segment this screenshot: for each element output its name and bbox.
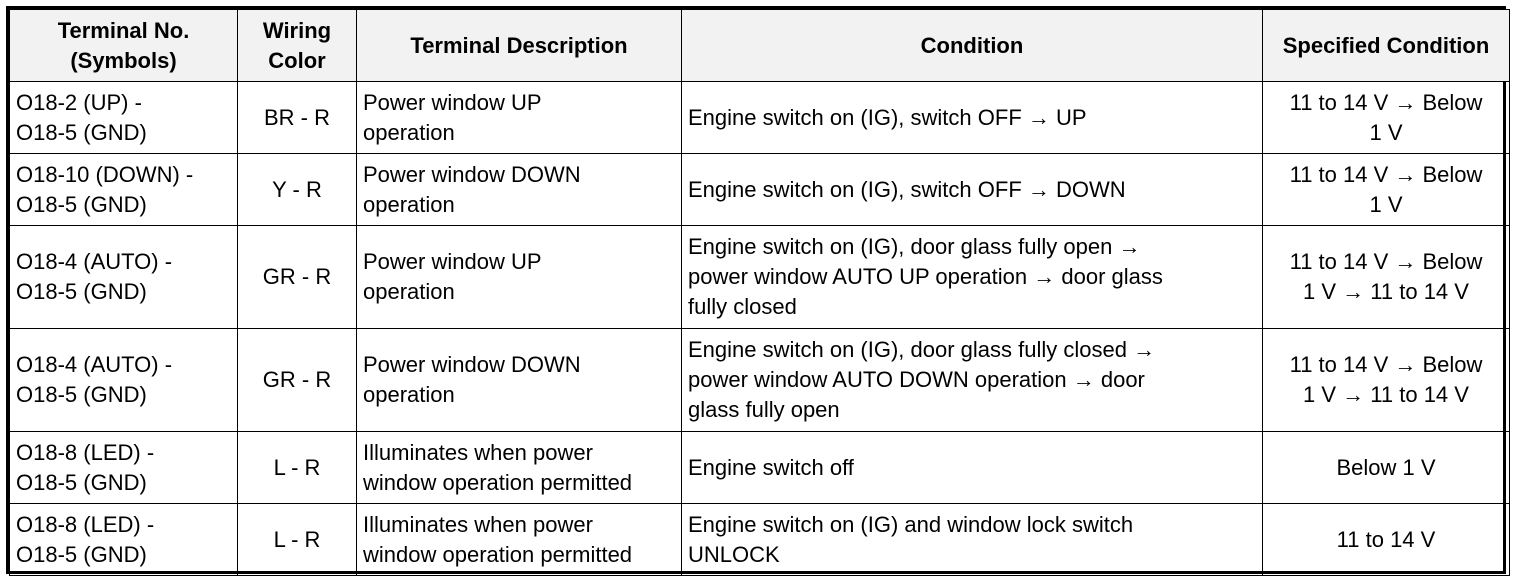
table-row bbox=[10, 504, 1510, 576]
condition-cell: Engine switch on (IG), door glass fully closed → power window AUTO DOWN operation → door glass fully open bbox=[682, 329, 1263, 432]
description-cell: Power window UP operation bbox=[357, 226, 682, 329]
wiring-color-cell: L - R bbox=[238, 432, 357, 504]
wiring-color-cell: GR - R bbox=[238, 226, 357, 329]
description-cell: Power window DOWN operation bbox=[357, 154, 682, 226]
terminal-spec-table bbox=[9, 9, 1510, 576]
terminal-cell: O18-4 (AUTO) - O18-5 (GND) bbox=[10, 226, 238, 329]
table-row bbox=[10, 226, 1510, 329]
condition-cell: Engine switch on (IG), switch OFF → UP bbox=[682, 82, 1263, 154]
header-wiring-color: Wiring Color bbox=[238, 10, 357, 82]
header-terminal-description: Terminal Description bbox=[357, 10, 682, 82]
table-row bbox=[10, 329, 1510, 432]
terminal-cell: O18-2 (UP) - O18-5 (GND) bbox=[10, 82, 238, 154]
condition-cell: Engine switch on (IG) and window lock switch UNLOCK bbox=[682, 504, 1263, 576]
condition-cell: Engine switch on (IG), switch OFF → DOWN bbox=[682, 154, 1263, 226]
specified-condition-cell: 11 to 14 V → Below 1 V bbox=[1263, 154, 1510, 226]
header-specified-condition: Specified Condition bbox=[1263, 10, 1510, 82]
wiring-color-cell: GR - R bbox=[238, 329, 357, 432]
terminal-cell: O18-10 (DOWN) - O18-5 (GND) bbox=[10, 154, 238, 226]
wiring-color-cell: BR - R bbox=[238, 82, 357, 154]
condition-cell: Engine switch off bbox=[682, 432, 1263, 504]
header-terminal-no: Terminal No. (Symbols) bbox=[10, 10, 238, 82]
terminal-cell: O18-8 (LED) - O18-5 (GND) bbox=[10, 432, 238, 504]
header-condition: Condition bbox=[682, 10, 1263, 82]
table-row bbox=[10, 154, 1510, 226]
condition-cell: Engine switch on (IG), door glass fully open → power window AUTO UP operation → door glass fully closed bbox=[682, 226, 1263, 329]
specified-condition-cell: Below 1 V bbox=[1263, 432, 1510, 504]
description-cell: Power window DOWN operation bbox=[357, 329, 682, 432]
terminal-cell: O18-8 (LED) - O18-5 (GND) bbox=[10, 504, 238, 576]
terminal-spec-table-container bbox=[6, 6, 1506, 574]
table-header-row bbox=[10, 10, 1510, 82]
table-row bbox=[10, 82, 1510, 154]
specified-condition-cell: 11 to 14 V → Below 1 V → 11 to 14 V bbox=[1263, 329, 1510, 432]
description-cell: Illuminates when power window operation permitted bbox=[357, 432, 682, 504]
specified-condition-cell: 11 to 14 V → Below 1 V → 11 to 14 V bbox=[1263, 226, 1510, 329]
wiring-color-cell: Y - R bbox=[238, 154, 357, 226]
terminal-cell: O18-4 (AUTO) - O18-5 (GND) bbox=[10, 329, 238, 432]
specified-condition-cell: 11 to 14 V → Below 1 V bbox=[1263, 82, 1510, 154]
description-cell: Illuminates when power window operation permitted bbox=[357, 504, 682, 576]
wiring-color-cell: L - R bbox=[238, 504, 357, 576]
table-row bbox=[10, 432, 1510, 504]
specified-condition-cell: 11 to 14 V bbox=[1263, 504, 1510, 576]
description-cell: Power window UP operation bbox=[357, 82, 682, 154]
